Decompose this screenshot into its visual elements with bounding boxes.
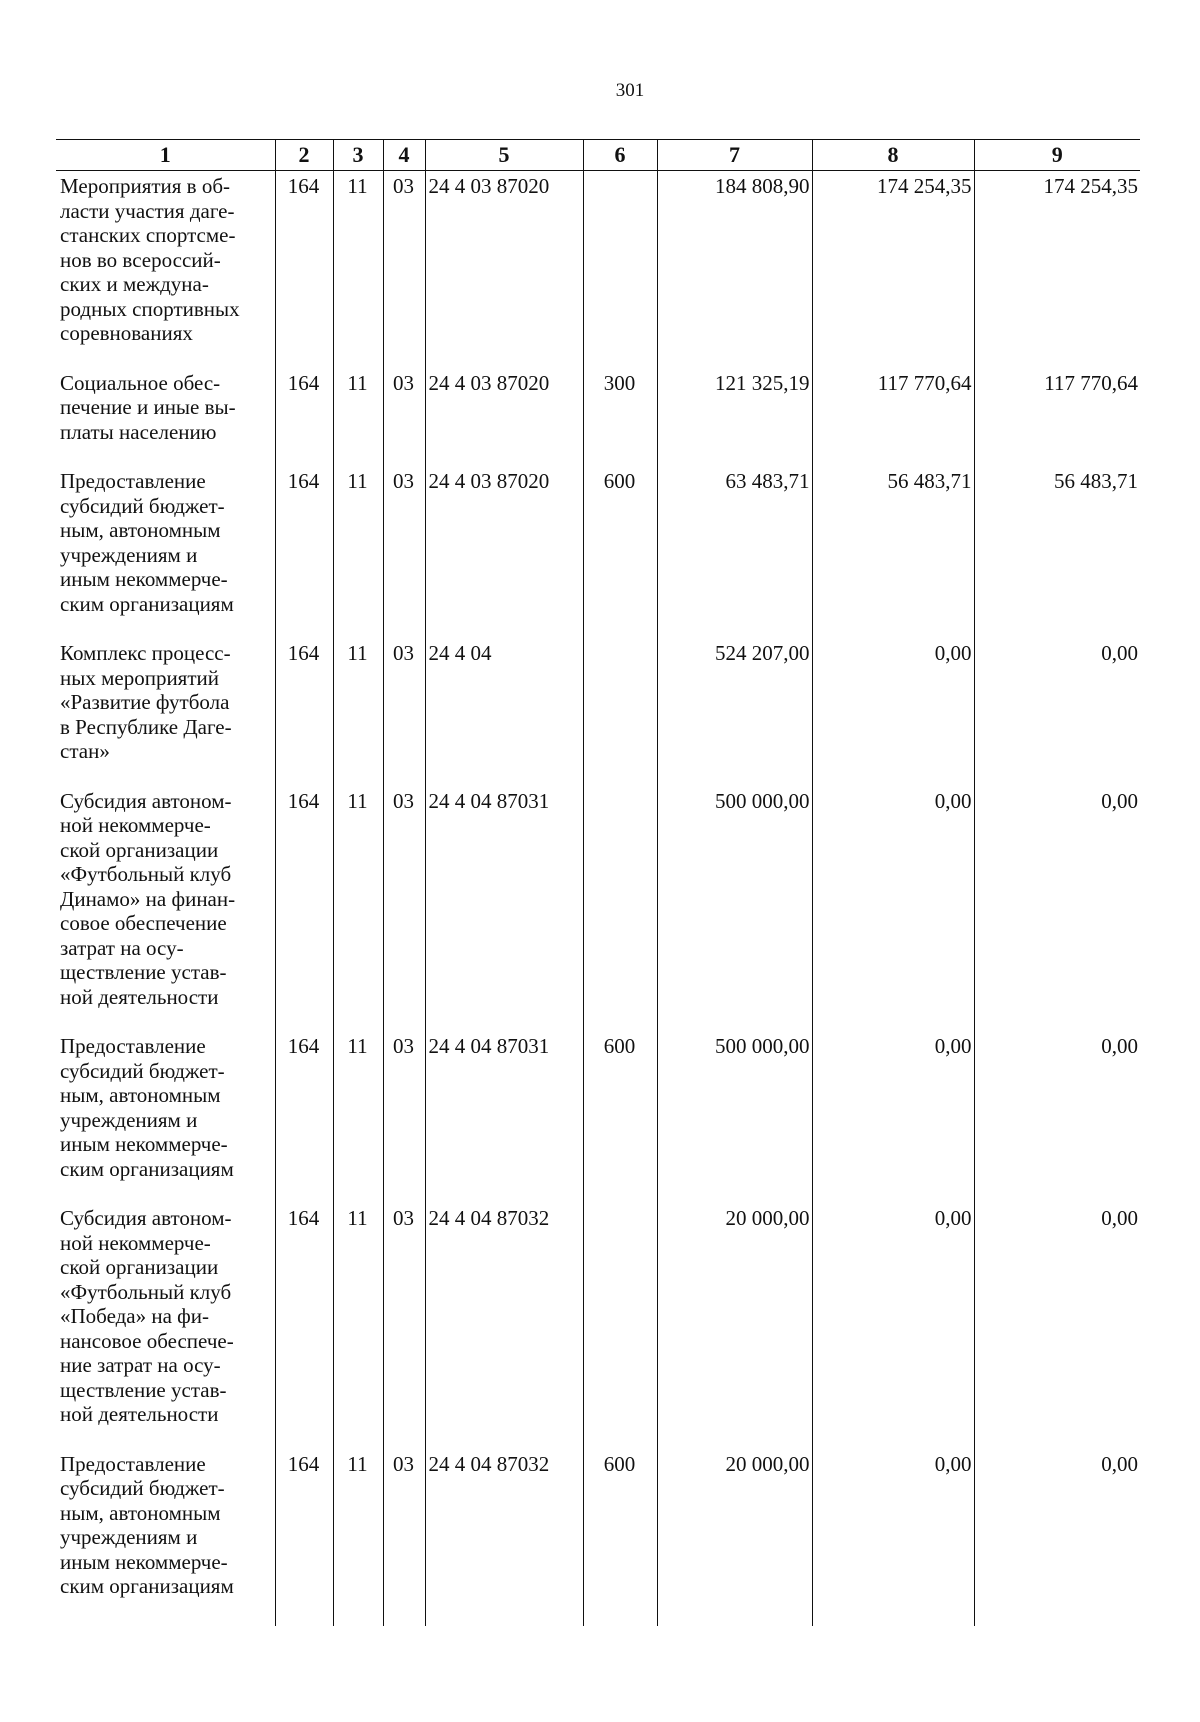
cell-amount-year-3: 0,00 xyxy=(974,786,1140,1032)
cell-subsection: 03 xyxy=(383,786,425,1032)
page-number: 301 xyxy=(615,80,645,101)
cell-target-article: 24 4 04 87031 xyxy=(425,1031,583,1203)
column-header: 4 xyxy=(383,140,425,171)
cell-name: Субсидия автоном- ной некоммерче- ской организации «Футбольный клуб «Победа» на фи- нансовое обеспече- ние затрат на осу- ществление устав- ной деятельности xyxy=(56,1203,275,1449)
cell-name: Субсидия автоном- ной некоммерче- ской организации «Футбольный клуб Динамо» на финан- совое обеспечение затрат на осу- ществление устав- ной деятельности xyxy=(56,786,275,1032)
table-row xyxy=(56,786,1140,1032)
table-body xyxy=(56,171,1140,1626)
column-header: 1 xyxy=(56,140,275,171)
cell-target-article: 24 4 04 87032 xyxy=(425,1203,583,1449)
cell-amount-year-1: 20 000,00 xyxy=(657,1449,812,1626)
cell-expense-type: 300 xyxy=(583,368,657,467)
column-header: 3 xyxy=(333,140,383,171)
column-header: 6 xyxy=(583,140,657,171)
cell-name: Социальное обес- печение и иные вы- платы населению xyxy=(56,368,275,467)
cell-admin-code: 164 xyxy=(275,638,333,786)
cell-subsection: 03 xyxy=(383,1031,425,1203)
cell-expense-type xyxy=(583,1203,657,1449)
cell-subsection: 03 xyxy=(383,466,425,638)
table-header-row xyxy=(56,140,1140,171)
cell-amount-year-1: 500 000,00 xyxy=(657,786,812,1032)
table-row xyxy=(56,466,1140,638)
cell-section: 11 xyxy=(333,638,383,786)
cell-target-article: 24 4 03 87020 xyxy=(425,368,583,467)
budget-table xyxy=(56,139,1140,1626)
cell-amount-year-2: 0,00 xyxy=(812,786,974,1032)
cell-admin-code: 164 xyxy=(275,1031,333,1203)
table-row xyxy=(56,638,1140,786)
cell-amount-year-1: 20 000,00 xyxy=(657,1203,812,1449)
cell-admin-code: 164 xyxy=(275,171,333,368)
cell-subsection: 03 xyxy=(383,1203,425,1449)
cell-name: Предоставление субсидий бюджет- ным, автономным учреждениям и иным некоммерче- ским организациям xyxy=(56,1449,275,1626)
cell-amount-year-3: 0,00 xyxy=(974,1031,1140,1203)
cell-amount-year-1: 63 483,71 xyxy=(657,466,812,638)
cell-admin-code: 164 xyxy=(275,1203,333,1449)
column-header: 8 xyxy=(812,140,974,171)
cell-amount-year-3: 0,00 xyxy=(974,1203,1140,1449)
cell-section: 11 xyxy=(333,1031,383,1203)
cell-target-article: 24 4 03 87020 xyxy=(425,466,583,638)
cell-amount-year-2: 117 770,64 xyxy=(812,368,974,467)
cell-subsection: 03 xyxy=(383,638,425,786)
cell-section: 11 xyxy=(333,368,383,467)
cell-amount-year-2: 0,00 xyxy=(812,1449,974,1626)
cell-name: Мероприятия в об- ласти участия даге- станских спортсме- нов во всероссий- ских и междуна- родных спортивных соревнованиях xyxy=(56,171,275,368)
cell-amount-year-1: 121 325,19 xyxy=(657,368,812,467)
cell-section: 11 xyxy=(333,171,383,368)
cell-amount-year-3: 0,00 xyxy=(974,638,1140,786)
cell-amount-year-3: 174 254,35 xyxy=(974,171,1140,368)
cell-name: Комплекс процесс- ных мероприятий «Развитие футбола в Республике Даге- стан» xyxy=(56,638,275,786)
cell-target-article: 24 4 04 xyxy=(425,638,583,786)
table-row xyxy=(56,1031,1140,1203)
cell-expense-type: 600 xyxy=(583,1031,657,1203)
cell-name: Предоставление субсидий бюджет- ным, автономным учреждениям и иным некоммерче- ским организациям xyxy=(56,1031,275,1203)
cell-amount-year-2: 56 483,71 xyxy=(812,466,974,638)
cell-target-article: 24 4 03 87020 xyxy=(425,171,583,368)
table-row xyxy=(56,368,1140,467)
cell-expense-type xyxy=(583,786,657,1032)
cell-target-article: 24 4 04 87031 xyxy=(425,786,583,1032)
cell-amount-year-3: 117 770,64 xyxy=(974,368,1140,467)
cell-amount-year-2: 174 254,35 xyxy=(812,171,974,368)
table-row xyxy=(56,1449,1140,1626)
cell-amount-year-1: 524 207,00 xyxy=(657,638,812,786)
cell-admin-code: 164 xyxy=(275,368,333,467)
cell-section: 11 xyxy=(333,1203,383,1449)
column-header: 2 xyxy=(275,140,333,171)
cell-section: 11 xyxy=(333,466,383,638)
column-header: 9 xyxy=(974,140,1140,171)
cell-amount-year-2: 0,00 xyxy=(812,1203,974,1449)
cell-subsection: 03 xyxy=(383,171,425,368)
table-row xyxy=(56,1203,1140,1449)
cell-expense-type: 600 xyxy=(583,466,657,638)
table-row xyxy=(56,171,1140,368)
cell-expense-type xyxy=(583,171,657,368)
cell-target-article: 24 4 04 87032 xyxy=(425,1449,583,1626)
cell-section: 11 xyxy=(333,786,383,1032)
cell-subsection: 03 xyxy=(383,368,425,467)
cell-expense-type: 600 xyxy=(583,1449,657,1626)
cell-admin-code: 164 xyxy=(275,1449,333,1626)
cell-admin-code: 164 xyxy=(275,466,333,638)
cell-amount-year-1: 184 808,90 xyxy=(657,171,812,368)
cell-amount-year-3: 56 483,71 xyxy=(974,466,1140,638)
cell-subsection: 03 xyxy=(383,1449,425,1626)
cell-admin-code: 164 xyxy=(275,786,333,1032)
cell-amount-year-3: 0,00 xyxy=(974,1449,1140,1626)
column-header: 5 xyxy=(425,140,583,171)
cell-amount-year-1: 500 000,00 xyxy=(657,1031,812,1203)
cell-section: 11 xyxy=(333,1449,383,1626)
cell-name: Предоставление субсидий бюджет- ным, автономным учреждениям и иным некоммерче- ским организациям xyxy=(56,466,275,638)
cell-expense-type xyxy=(583,638,657,786)
column-header: 7 xyxy=(657,140,812,171)
cell-amount-year-2: 0,00 xyxy=(812,1031,974,1203)
cell-amount-year-2: 0,00 xyxy=(812,638,974,786)
